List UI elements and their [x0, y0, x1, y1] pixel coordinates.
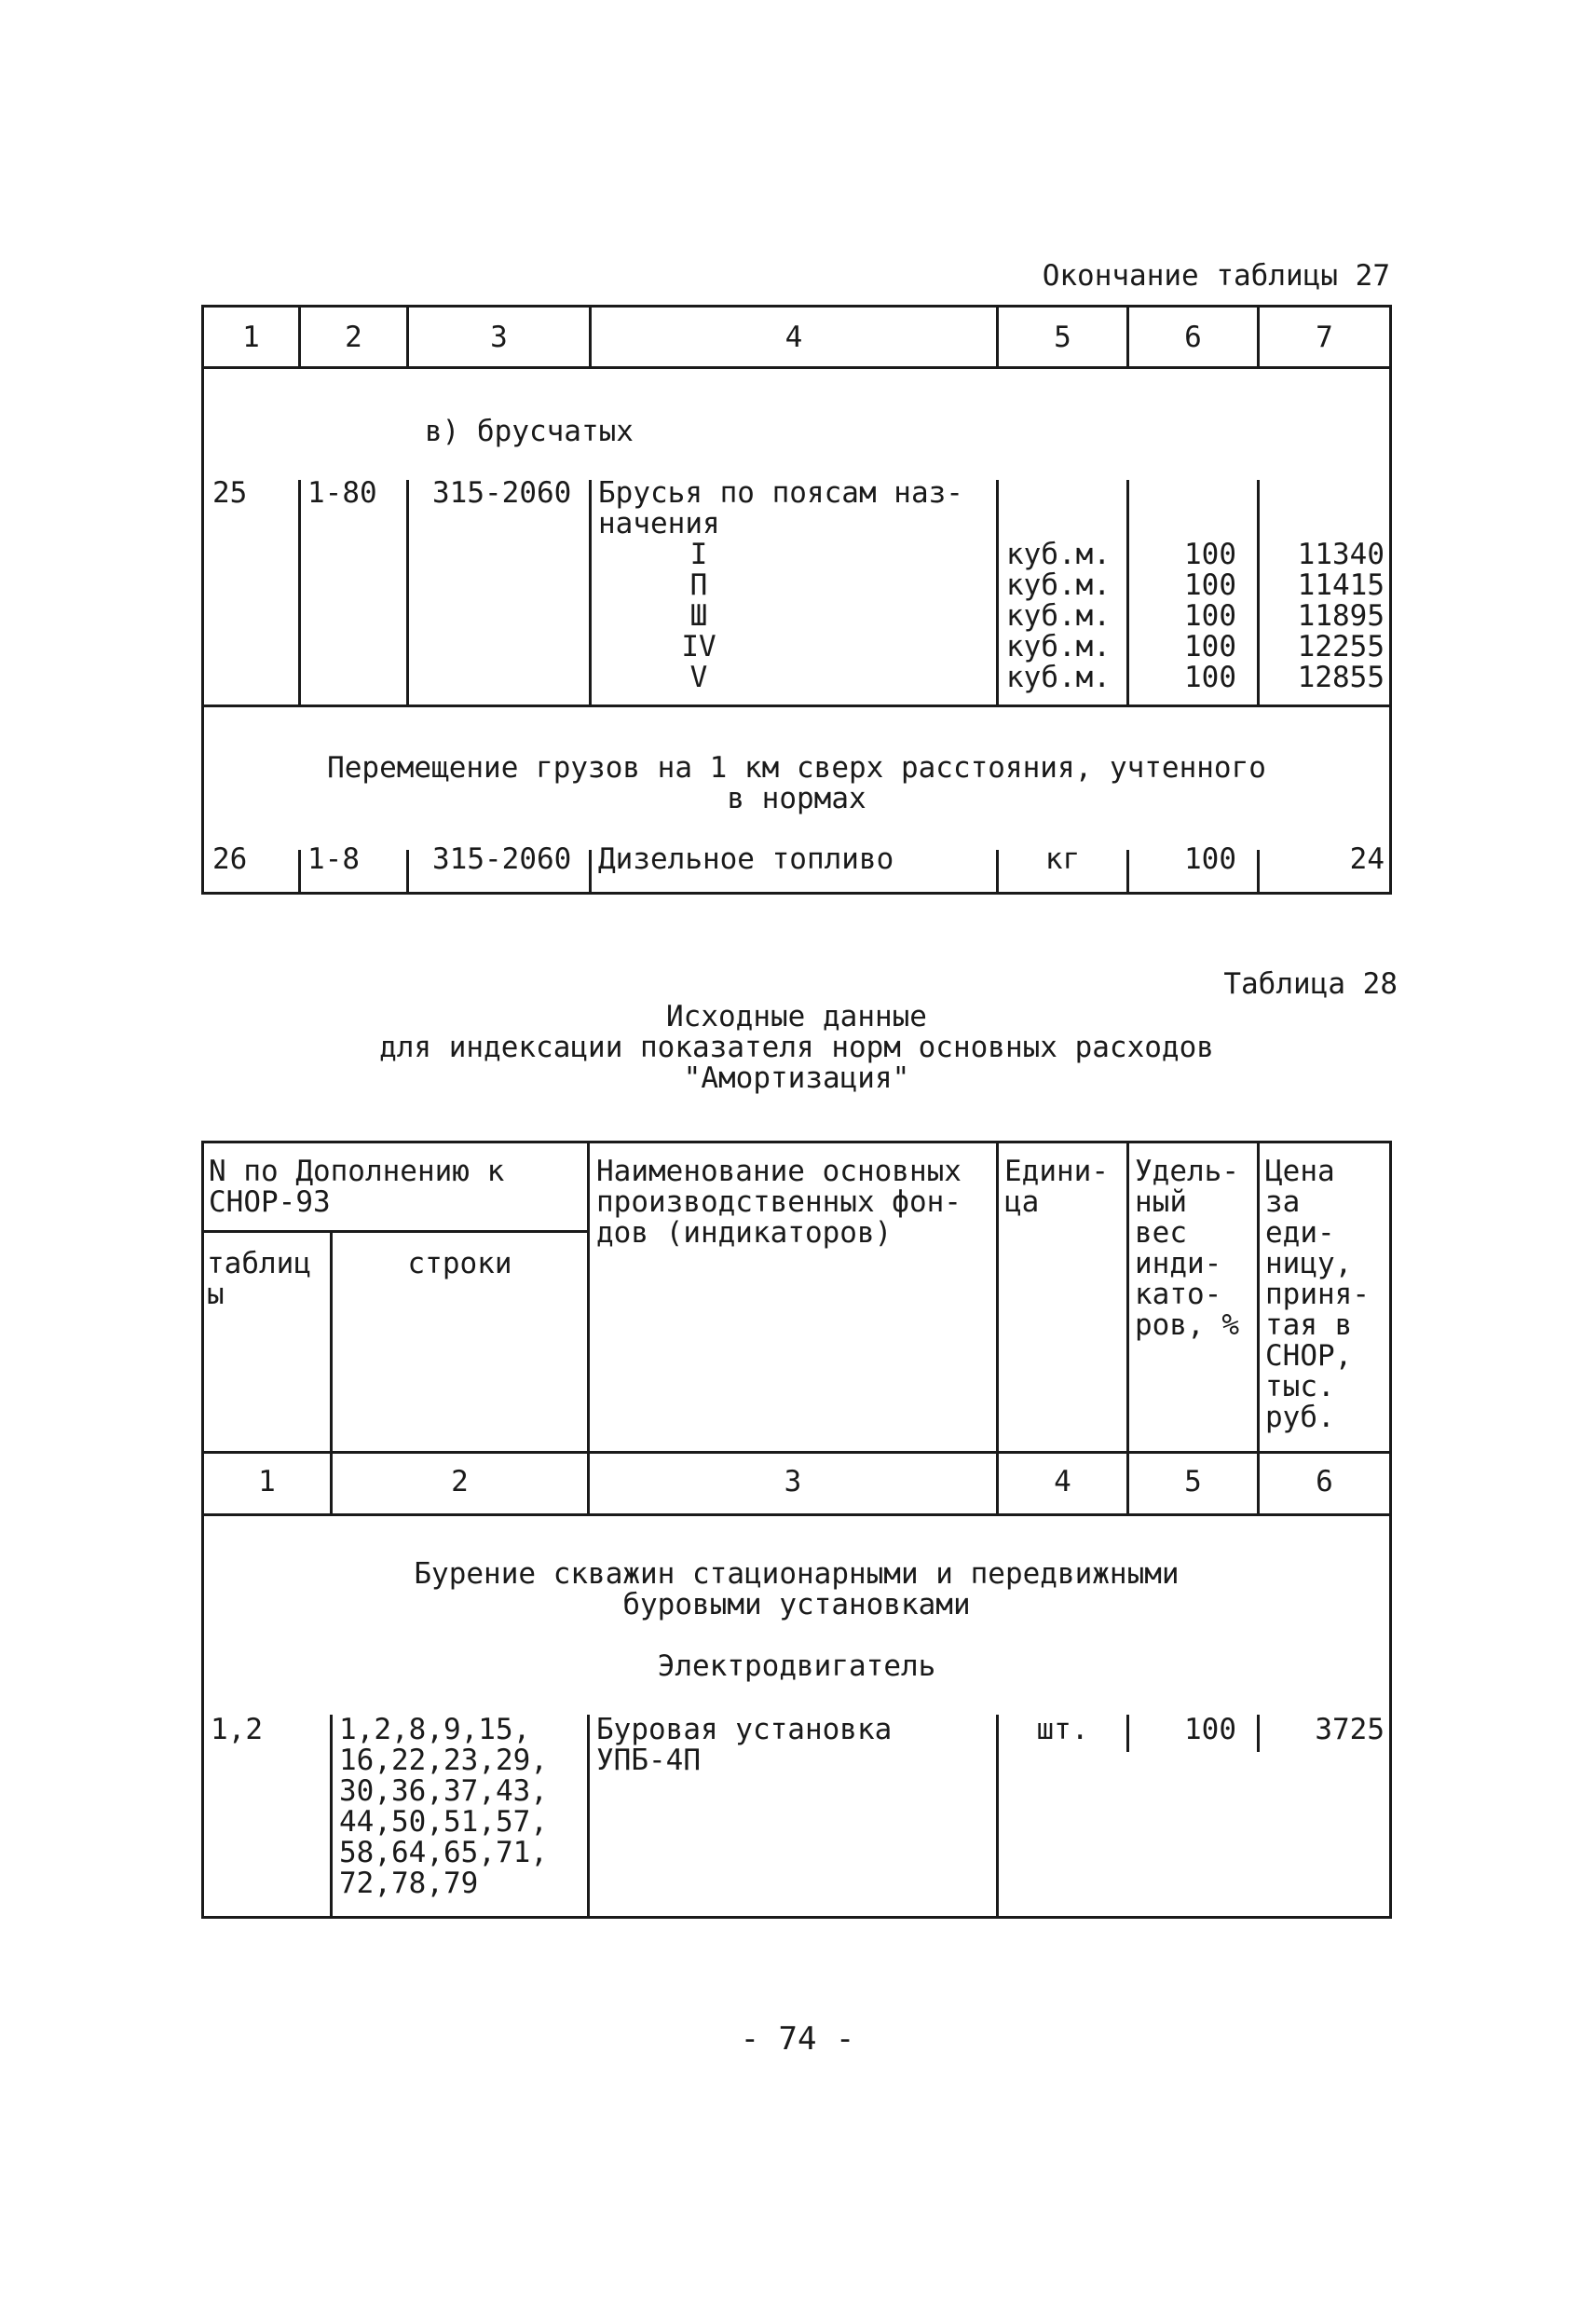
t28-head-price-2: за — [1265, 1185, 1301, 1219]
table-28-title-3: "Амортизация" — [683, 1061, 910, 1095]
t27-col-1: 1 — [242, 321, 260, 354]
t28-head-weight-4: инди- — [1135, 1247, 1222, 1280]
t28-head-price-9: руб. — [1265, 1401, 1335, 1434]
t27-section-b-2: в нормах — [727, 782, 866, 815]
t28-col-4: 4 — [1054, 1465, 1071, 1498]
t27-grade-5: V — [689, 661, 708, 694]
page-number: - 74 - — [740, 2020, 855, 2058]
t27-unit-4: куб.м. — [1006, 630, 1111, 664]
t28-head-name-1: Наименование основных — [596, 1155, 962, 1188]
t27-row25-range: 1-80 — [307, 476, 377, 510]
t27-unit-3: куб.м. — [1006, 599, 1111, 633]
t28-col-6: 6 — [1316, 1465, 1333, 1498]
t28-row-price: 3725 — [1315, 1713, 1385, 1746]
table-27-caption: Окончание таблицы 27 — [1042, 259, 1390, 293]
t27-section-b-1: Перемещение грузов на 1 км сверх расстояния, учтенного — [327, 751, 1266, 785]
t28-head-price-8: тыс. — [1265, 1370, 1335, 1403]
t28-head-group-2: СНОР-93 — [209, 1185, 331, 1219]
table-28-caption: Таблица 28 — [1223, 967, 1398, 1001]
t27-col-7: 7 — [1316, 321, 1333, 354]
t28-row-unit: шт. — [1036, 1713, 1089, 1746]
t28-section-1: Бурение скважин стационарными и передвижными — [414, 1557, 1180, 1591]
t28-subsection: Электродвигатель — [657, 1649, 936, 1683]
t28-head-rows: строки — [407, 1247, 512, 1280]
t27-grade-1: I — [689, 538, 708, 571]
t28-head-weight-2: ный — [1135, 1185, 1187, 1219]
t28-row-rows-1: 1,2,8,9,15, — [339, 1713, 531, 1746]
t27-grade-2: П — [689, 568, 708, 602]
t28-head-table: таблицы — [207, 1247, 311, 1311]
t28-section-2: буровыми установками — [622, 1588, 971, 1621]
t27-unit-5: куб.м. — [1006, 661, 1111, 694]
table-28-title-1: Исходные данные — [666, 1000, 927, 1033]
t27-col-3: 3 — [490, 321, 508, 354]
t27-price-5: 12855 — [1297, 661, 1385, 694]
t28-row-name-2: УПБ-4П — [596, 1744, 701, 1777]
t28-head-unit-1: Едини- — [1004, 1155, 1109, 1188]
t27-row26-name: Дизельное топливо — [598, 842, 894, 876]
t27-row26-n: 26 — [212, 842, 248, 876]
t28-head-price-7: СНОР, — [1265, 1339, 1353, 1373]
t27-col-2: 2 — [345, 321, 362, 354]
t28-head-name-2: производственных фон- — [596, 1185, 962, 1219]
t27-col-5: 5 — [1054, 321, 1071, 354]
t27-grade-4: IV — [681, 630, 716, 664]
t27-weight-5: 100 — [1184, 661, 1236, 694]
t28-head-group-1: N по Дополнению к — [209, 1155, 505, 1188]
t27-price-1: 11340 — [1297, 538, 1385, 571]
t27-row26-weight: 100 — [1184, 842, 1236, 876]
t27-col-4: 4 — [784, 321, 803, 354]
t28-head-weight-3: вес — [1135, 1216, 1187, 1250]
t28-head-weight-6: ров, % — [1135, 1308, 1239, 1342]
t28-row-weight: 100 — [1184, 1713, 1236, 1746]
t27-row26-range: 1-8 — [307, 842, 360, 876]
t27-price-2: 11415 — [1297, 568, 1385, 602]
t28-head-price-5: приня- — [1265, 1278, 1370, 1311]
t28-head-weight-5: като- — [1135, 1278, 1222, 1311]
table-28-title-2: для индексации показателя норм основных расходов — [379, 1031, 1214, 1064]
t27-row25-code: 315-2060 — [432, 476, 572, 510]
t28-row-rows-4: 44,50,51,57, — [339, 1805, 548, 1839]
t27-price-4: 12255 — [1297, 630, 1385, 664]
t28-head-price-6: тая в — [1265, 1308, 1353, 1342]
t28-col-2: 2 — [451, 1465, 469, 1498]
t28-head-price-1: Цена — [1265, 1155, 1335, 1188]
t27-weight-4: 100 — [1184, 630, 1236, 664]
t28-head-price-3: еди- — [1265, 1216, 1335, 1250]
t27-col-6: 6 — [1184, 321, 1202, 354]
t27-unit-2: куб.м. — [1006, 568, 1111, 602]
t28-head-name-3: дов (индикаторов) — [596, 1216, 893, 1250]
t27-row25-name-2: начения — [598, 507, 720, 540]
t28-row-rows-5: 58,64,65,71, — [339, 1836, 548, 1869]
t28-row-name-1: Буровая установка — [596, 1713, 893, 1746]
t27-weight-1: 100 — [1184, 538, 1236, 571]
t27-weight-2: 100 — [1184, 568, 1236, 602]
t27-row26-unit: кг — [1044, 842, 1081, 876]
t27-grade-3: Ш — [689, 599, 708, 633]
t28-head-weight-1: Удель- — [1135, 1155, 1239, 1188]
t27-row25-n: 25 — [212, 476, 248, 510]
t28-col-3: 3 — [784, 1465, 802, 1498]
t28-row-tables: 1,2 — [211, 1713, 263, 1746]
t27-unit-1: куб.м. — [1006, 538, 1111, 571]
t27-weight-3: 100 — [1184, 599, 1236, 633]
t27-price-3: 11895 — [1297, 599, 1385, 633]
t28-col-1: 1 — [258, 1465, 276, 1498]
t28-head-unit-2: ца — [1004, 1185, 1040, 1219]
t28-row-rows-6: 72,78,79 — [339, 1867, 479, 1900]
t28-row-rows-2: 16,22,23,29, — [339, 1744, 548, 1777]
t28-head-price-4: ницу, — [1265, 1247, 1353, 1280]
t27-row25-name-1: Брусья по поясам наз- — [598, 476, 963, 510]
t27-row26-code: 315-2060 — [432, 842, 572, 876]
t27-row26-price: 24 — [1349, 842, 1385, 876]
t28-row-rows-3: 30,36,37,43, — [339, 1774, 548, 1808]
t28-col-5: 5 — [1184, 1465, 1202, 1498]
t27-section-a: в) брусчатых — [425, 415, 634, 448]
